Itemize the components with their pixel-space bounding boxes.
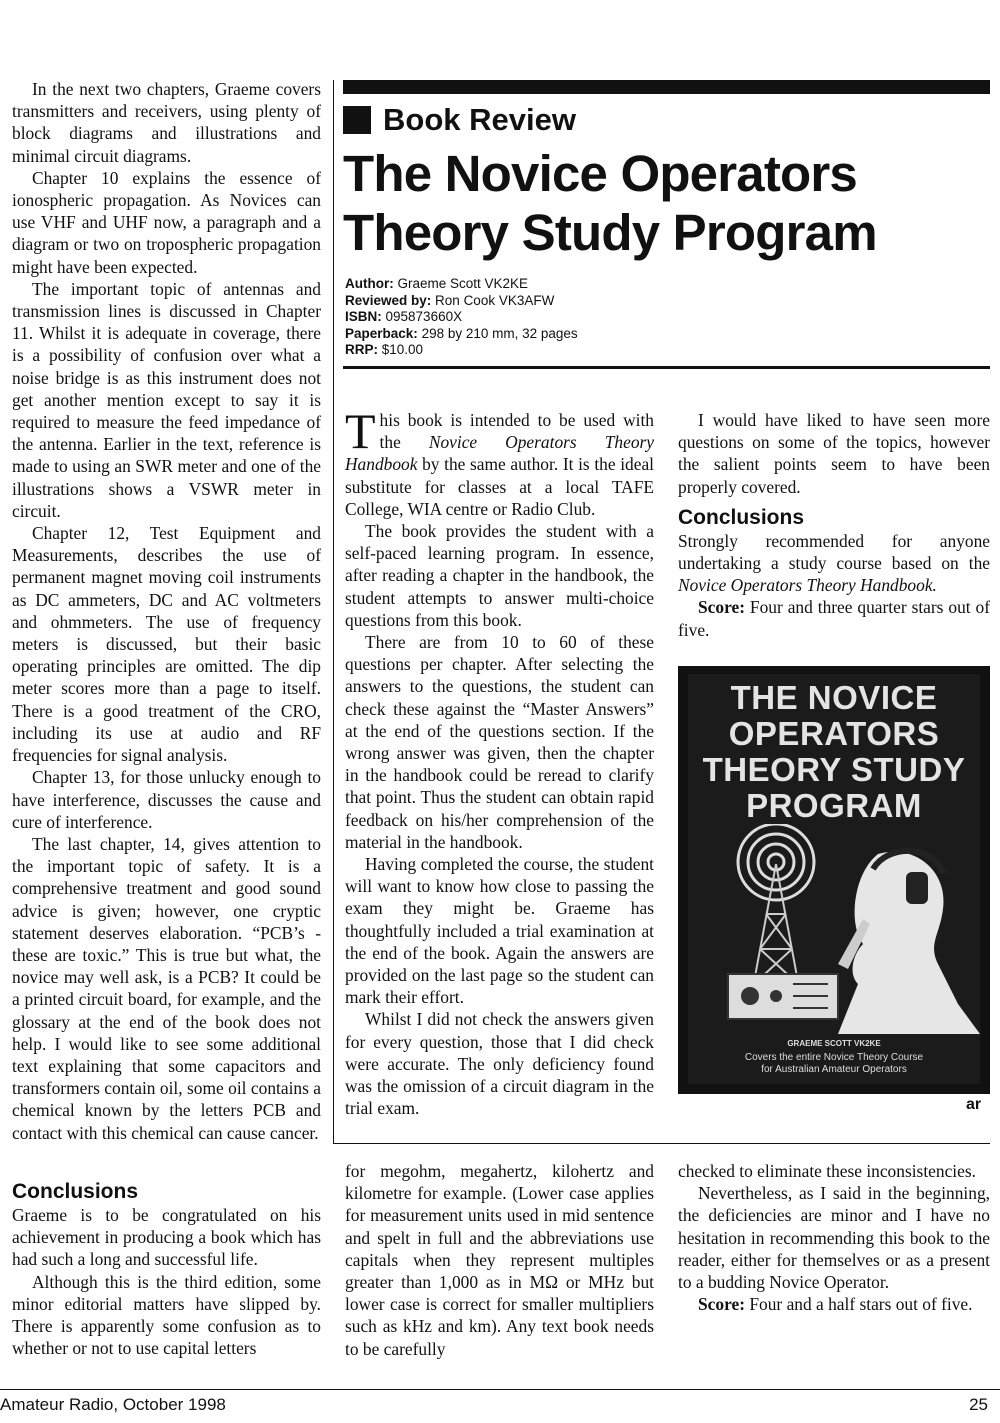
metadata-rule — [343, 366, 990, 369]
left-conclusions-paragraph: Although this is the third edition, some minor editorial matters have slipped by. There is apparently some confusion as to whether or not to use capital letters — [12, 1271, 321, 1359]
book-cover-inner — [688, 674, 980, 1084]
meta-reviewer: Reviewed by: Ron Cook VK3AFW — [345, 292, 555, 308]
left-conclusions-paragraph: Graeme is to be congratulated on his achievement in producing a book which has had such a long and successful life. — [12, 1205, 321, 1270]
bottom-right-column — [678, 1160, 990, 1315]
meta-author: Author: Graeme Scott VK2KE — [345, 276, 529, 291]
review-right-paragraph: I would have liked to have seen more questions on some of the topics, however the salient points seem to have been properly covered. — [678, 410, 990, 497]
left-paragraph: Chapter 12, Test Equipment and Measurements, describes the use of permanent magnet moving coil instruments as DC ammeters, DC and AC voltmeters and ohmmeters. The use of frequency meters is discussed, but their basic operating principles are omitted. The dip meter scores more than a page to itself. There is a good treatment of the CRO, including its use at audio and RF frequencies for signal analysis. — [12, 523, 321, 766]
meta-paperback: Paperback: 298 by 210 mm, 32 pages — [345, 325, 578, 341]
left-paragraph: In the next two chapters, Graeme covers transmitters and receivers, using plenty of block diagrams and illustrations and minimal circuit diagrams. — [12, 79, 321, 166]
meta-rrp: RRP: $10.00 — [345, 342, 424, 357]
book-cover-title: THE NOVICE OPERATORS THEORY STUDY PROGRAM — [702, 679, 966, 824]
section-label-text: Book Review — [383, 102, 576, 137]
left-conclusions-heading: Conclusions — [12, 1180, 139, 1203]
review-box-bottom-rule — [333, 1143, 990, 1144]
review-paragraph: Whilst I did not check the answers given for every question, those that I did check were accurate. The only deficiency found was the omission of a circuit diagram in the trial exam. — [345, 1009, 654, 1119]
footer-publication: Amateur Radio, October 1998 — [0, 1395, 226, 1414]
review-conclusions-paragraph: Strongly recommended for anyone undertaking a study course based on the Novice Operators Theory Handbook. — [678, 530, 990, 596]
bottom-right-score: Score: Four and a half stars out of five. — [698, 1294, 973, 1315]
article-title-line: Theory Study Program — [343, 204, 877, 261]
review-conclusions-heading: Conclusions — [678, 505, 805, 529]
review-paragraph: Having completed the course, the student will want to know how close to passing the exam they might be. Graeme has thoughtfully included a trial examination at the end of the book. Again the answers are provided on the last page so the student can mark their effort. — [345, 854, 654, 1008]
left-column — [12, 78, 321, 1144]
footer-page-number: 25 — [969, 1395, 988, 1414]
book-metadata — [345, 276, 745, 359]
left-paragraph: Chapter 10 explains the essence of ionospheric propagation. As Novices can use VHF and UHF now, a paragraph and a diagram or two on tropospheric propagation might have been expected. — [12, 167, 321, 277]
meta-isbn: ISBN: 095873660X — [345, 309, 463, 324]
bottom-middle-paragraph: for megohm, megahertz, kilohertz and kilometre for example. (Lower case applies for measurement units used in mid sentence and spelt in full and the abbreviations use capitals when they represent multiples greater than 1,000 as in MΩ or MHz but lower case is correct for smaller multipliers such as kHz and km). Any text book needs to be carefully — [345, 1161, 654, 1359]
book-cover-image — [678, 666, 990, 1094]
left-conclusions — [12, 1180, 321, 1359]
article-title — [343, 144, 993, 262]
book-cover-tagline: Covers the entire Novice Theory Course for Australian Amateur Operators — [744, 1052, 924, 1075]
review-paragraph: The book provides the student with a self-paced learning program. In essence, after reading a chapter in the handbook, the student attempts to answer multi-choice questions from this book. — [345, 521, 654, 630]
review-top-bar — [343, 80, 990, 94]
left-paragraph: The important topic of antennas and transmission lines is discussed in Chapter 11. Whilst it is adequate in coverage, there is a possibility of confusion over what a noise bridge is as this instrument does not get another mention except to say it is required to measure the feed impedance of the antenna. Earlier in the text, reference is made to using an SWR meter and one of the illustrations shows a VSWR meter in circuit. — [12, 278, 321, 521]
review-intro-paragraph: This book is intended to be used with the Novice Operators Theory Handbook by the same author. It is the ideal substitute for classes at a local TAFE College, WIA centre or Radio Club. — [345, 403, 654, 519]
radio-operator-illustration — [688, 824, 980, 1034]
bottom-middle-column — [345, 1160, 654, 1360]
bottom-right-paragraph: checked to eliminate these inconsistencies. — [678, 1161, 976, 1181]
left-paragraph: Chapter 13, for those unlucky enough to have interference, discusses the cause and cure of interference. — [12, 767, 321, 832]
dropcap: T — [345, 403, 376, 459]
review-paragraph: There are from 10 to 60 of these questions per chapter. After selecting the answers to the questions, the student can check these against the “Master Answers” at the end of the questions section. If the wrong answer was given, then the chapter in the handbook could be reread to clarify that point. Thus the student can obtain rapid feedback on his/her comprehension of the material in the handbook. — [345, 632, 654, 852]
left-paragraph: The last chapter, 14, gives attention to the important topic of safety. It is a comprehensive treatment and good sound advice is given; however, one cryptic statement deserves elaboration. “PCB’s - these are toxic.” This is true but what, the novice may well ask, is a PCB? It could be a printed circuit board, for example, and the glossary at the end of the book does not help. I would like to see some additional text explaining that some capacitors and transformers contain oil, some oil contains a chemical known by the letters PCB and contact with this chemical can cause cancer. — [12, 833, 321, 1143]
article-title-line: The Novice Operators — [343, 145, 857, 202]
end-mark: ar — [966, 1096, 982, 1113]
review-score: Score: Four and three quarter stars out of five. — [678, 597, 990, 640]
book-cover-author: GRAEME SCOTT VK2KE — [787, 1039, 881, 1048]
footer-rule — [0, 1389, 1000, 1390]
review-right-column — [678, 409, 990, 641]
section-label — [343, 103, 576, 137]
column-divider — [333, 80, 334, 1143]
bottom-right-paragraph: Nevertheless, as I said in the beginning, the deficiencies are minor and I have no hesitation in recommending this book to the reader, either for themselves or as a present to a budding Novice Operator. — [678, 1183, 990, 1293]
review-middle-column — [345, 403, 654, 1120]
square-bullet-icon — [343, 106, 371, 134]
